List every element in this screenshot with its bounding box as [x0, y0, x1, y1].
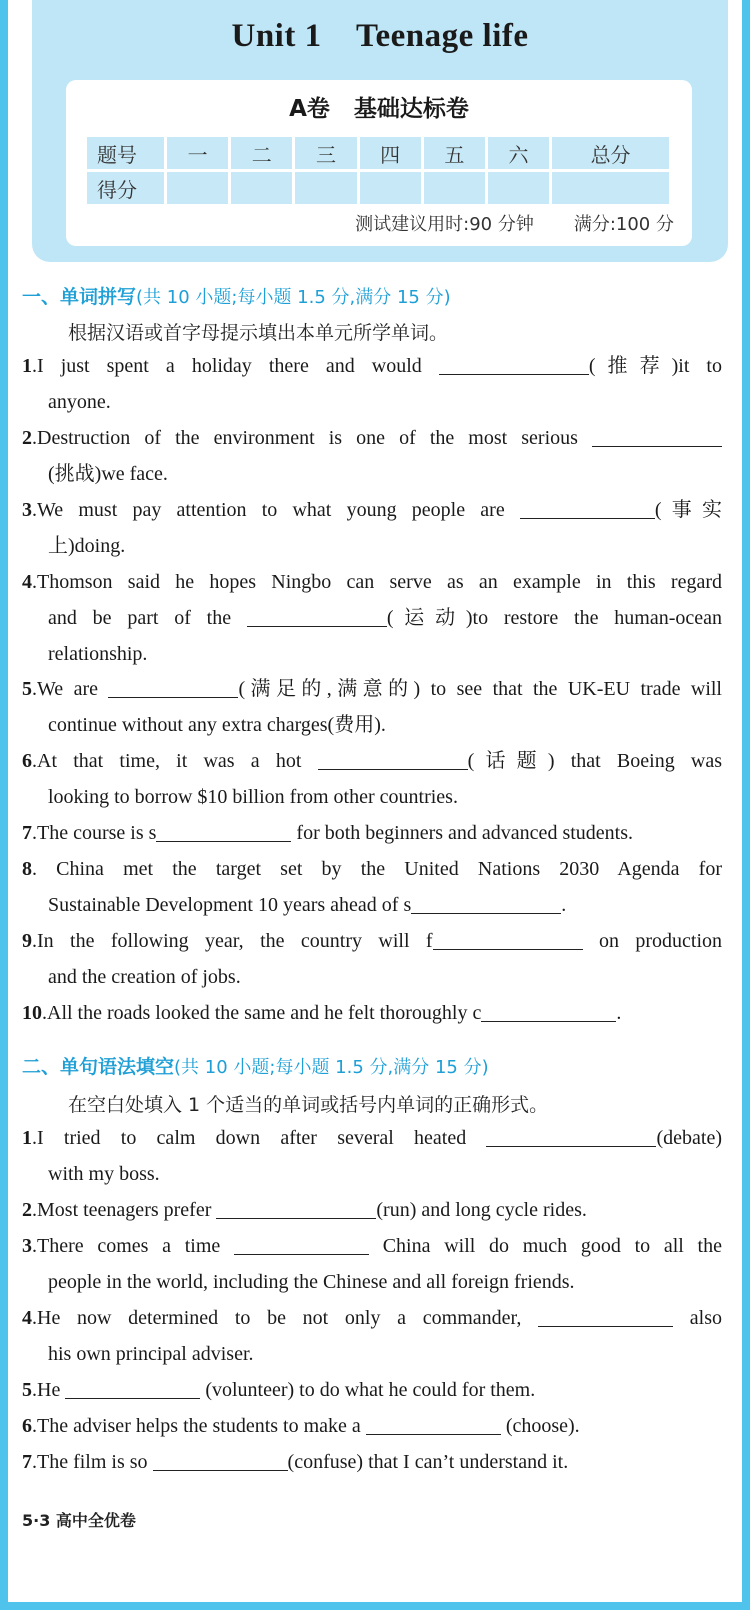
answer-blank[interactable] [216, 1196, 376, 1219]
question-1-7 [22, 815, 722, 851]
question-text: 上)doing. [48, 535, 126, 557]
section1-title-text: 一、单词拼写 [22, 286, 137, 308]
answer-blank[interactable] [481, 999, 616, 1022]
question-number: 4 [22, 1307, 32, 1329]
question-text: people in the world, including the Chinese and all foreign friends. [48, 1271, 575, 1293]
page [8, 0, 742, 1602]
question-number: 8 [22, 858, 32, 880]
question-number: 3 [22, 1235, 32, 1257]
table-header-cell: 三 [295, 137, 356, 169]
question-text: .We are [32, 678, 109, 700]
question-text: .The course is s [32, 822, 157, 844]
question-text: .I just spent a holiday there and would [32, 355, 439, 377]
table-header-cell: 题号 [87, 137, 164, 169]
question-1-5 [22, 671, 722, 743]
question-text: .At that time, it was a hot [32, 750, 318, 772]
answer-blank[interactable] [318, 747, 468, 770]
question-text: (挑战)we face. [48, 463, 168, 485]
question-text: (volunteer) to do what he could for them. [200, 1379, 536, 1401]
question-2-1 [22, 1120, 722, 1192]
question-number: 3 [22, 499, 32, 521]
answer-blank[interactable] [538, 1304, 673, 1327]
question-number: 6 [22, 1415, 32, 1437]
question-number: 9 [22, 930, 32, 952]
question-text: for both beginners and advanced students. [291, 822, 633, 844]
section2-title [22, 1052, 489, 1079]
section2-title-text: 二、单句语法填空 [22, 1056, 175, 1078]
section1-instruction: 根据汉语或首字母提示填出本单元所学单词。 [68, 322, 449, 344]
question-number: 1 [22, 1127, 32, 1149]
question-number: 7 [22, 1451, 32, 1473]
score-table-score-row [87, 172, 669, 204]
question-1-8 [22, 851, 722, 923]
answer-blank[interactable] [411, 891, 561, 914]
question-number: 1 [22, 355, 32, 377]
answer-blank[interactable] [592, 424, 722, 447]
question-text: (推荐)it to [588, 355, 722, 377]
question-1-2 [22, 420, 722, 492]
question-1-4 [22, 564, 722, 672]
question-number: 5 [22, 1379, 32, 1401]
question-text: (debate) [656, 1127, 722, 1149]
question-1-6 [22, 743, 722, 815]
question-text: (run) and long cycle rides. [376, 1199, 587, 1221]
question-text: .Most teenagers prefer [32, 1199, 217, 1221]
question-text: continue without any extra charges(费用). [48, 714, 386, 736]
answer-blank[interactable] [366, 1412, 501, 1435]
answer-blank[interactable] [486, 1124, 656, 1147]
question-2-3 [22, 1228, 722, 1300]
question-text: (choose). [500, 1415, 580, 1437]
section2-instruction: 在空白处填入 1 个适当的单词或括号内单词的正确形式。 [68, 1094, 549, 1116]
score-cell[interactable] [552, 172, 669, 204]
question-1-3 [22, 492, 722, 564]
unit-title: Unit 1 Teenage life [231, 18, 529, 54]
question-number: 7 [22, 822, 32, 844]
answer-blank[interactable] [153, 1448, 288, 1471]
answer-blank[interactable] [520, 496, 655, 519]
question-text: China will do much good to all the [369, 1235, 722, 1257]
question-number: 10 [22, 1002, 42, 1024]
table-header-cell: 六 [488, 137, 549, 169]
question-number: 5 [22, 678, 32, 700]
table-header-cell: 五 [424, 137, 485, 169]
answer-blank[interactable] [433, 927, 583, 950]
answer-blank[interactable] [439, 352, 589, 375]
section2-note: (共 10 小题;每小题 1.5 分,满分 15 分) [174, 1057, 489, 1078]
table-header-cell: 二 [231, 137, 292, 169]
question-2-2 [22, 1192, 722, 1228]
score-row-label: 得分 [87, 172, 164, 204]
table-header-cell: 四 [360, 137, 421, 169]
question-text: .He [32, 1379, 66, 1401]
score-cell[interactable] [360, 172, 421, 204]
answer-blank[interactable] [247, 604, 387, 627]
score-cell[interactable] [231, 172, 292, 204]
score-cell[interactable] [488, 172, 549, 204]
question-text: (运动)to restore the human-ocean [386, 607, 722, 629]
question-text: . China met the target set by the United Nations 2030 Agenda for [32, 858, 722, 880]
header-box [32, 0, 728, 262]
question-text: (满足的,满意的) to see that the UK-EU trade will [238, 678, 722, 700]
question-text: . [561, 894, 567, 916]
answer-blank[interactable] [234, 1232, 369, 1255]
time-suggestion: 测试建议用时:90 分钟 [355, 214, 534, 235]
question-text: .We must pay attention to what young people are [32, 499, 520, 521]
question-number: 2 [22, 427, 32, 449]
answer-blank[interactable] [108, 675, 238, 698]
question-text: looking to borrow $10 billion from other countries. [48, 786, 458, 808]
question-text: anyone. [48, 391, 111, 413]
question-text: and be part of the [48, 607, 247, 629]
question-text: .There comes a time [32, 1235, 234, 1257]
table-header-cell: 总分 [552, 137, 669, 169]
footer-logo: 5·3 高中全优卷 [22, 1511, 136, 1530]
question-text: (confuse) that I can’t understand it. [287, 1451, 569, 1473]
question-2-6 [22, 1408, 722, 1444]
question-text: on production [582, 930, 723, 952]
section1-title [22, 282, 451, 309]
score-table-header-row [87, 137, 669, 169]
question-1-1 [22, 348, 722, 420]
question-1-10 [22, 995, 722, 1031]
question-text: (事实 [654, 499, 722, 521]
question-number: 6 [22, 750, 32, 772]
question-text: . [616, 1002, 622, 1024]
question-2-4 [22, 1300, 722, 1372]
table-header-cell: 一 [167, 137, 228, 169]
question-text: .Thomson said he hopes Ningbo can serve as an example in this regard [32, 571, 722, 593]
question-text: his own principal adviser. [48, 1343, 254, 1365]
question-text: also [673, 1307, 722, 1329]
question-2-5 [22, 1372, 722, 1408]
section1-note: (共 10 小题;每小题 1.5 分,满分 15 分) [136, 287, 451, 308]
score-cell[interactable] [295, 172, 356, 204]
question-2-7 [22, 1444, 722, 1480]
answer-blank[interactable] [156, 819, 291, 842]
question-text: .The adviser helps the students to make a [32, 1415, 366, 1437]
question-text: .The film is so [32, 1451, 153, 1473]
answer-blank[interactable] [65, 1376, 200, 1399]
score-card [66, 80, 692, 246]
question-text: Sustainable Development 10 years ahead of s [48, 894, 412, 916]
question-text: .All the roads looked the same and he felt thoroughly c [42, 1002, 482, 1024]
question-text: (话题) that Boeing was [467, 750, 723, 772]
question-text: relationship. [48, 643, 148, 665]
question-number: 4 [22, 571, 32, 593]
question-text: .Destruction of the environment is one of the most serious [32, 427, 592, 449]
score-cell[interactable] [424, 172, 485, 204]
score-table [84, 134, 672, 207]
question-1-9 [22, 923, 722, 995]
question-text: and the creation of jobs. [48, 966, 241, 988]
question-number: 2 [22, 1199, 32, 1221]
time-note [355, 210, 674, 236]
paper-title: A卷 基础达标卷 [289, 96, 469, 122]
full-score: 满分:100 分 [573, 214, 674, 235]
question-text: with my boss. [48, 1163, 160, 1185]
question-text: .In the following year, the country will f [32, 930, 433, 952]
score-cell[interactable] [167, 172, 228, 204]
question-text: .He now determined to be not only a commander, [32, 1307, 539, 1329]
question-text: .I tried to calm down after several heated [32, 1127, 487, 1149]
